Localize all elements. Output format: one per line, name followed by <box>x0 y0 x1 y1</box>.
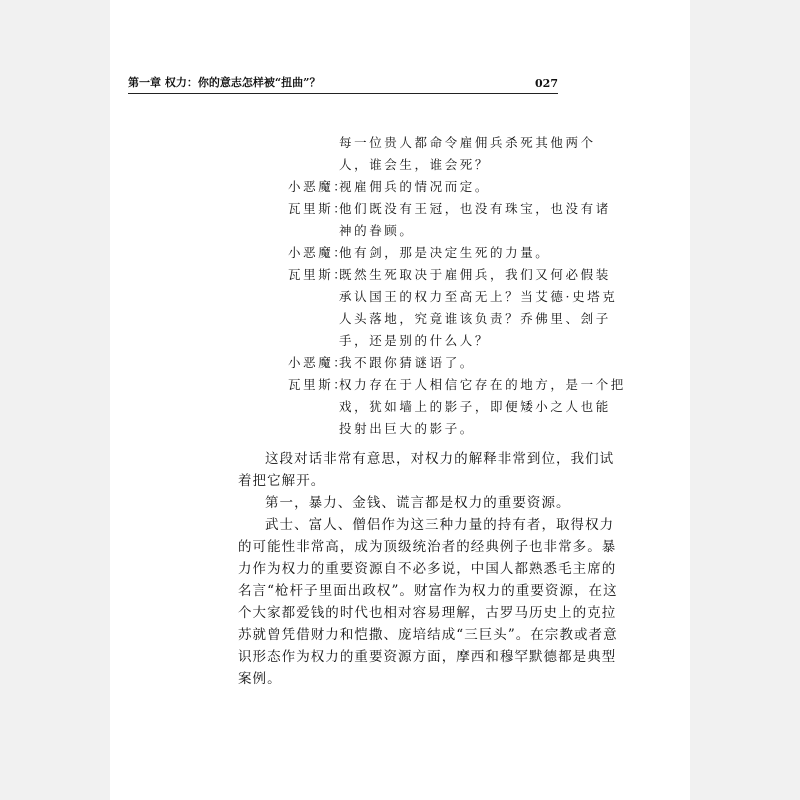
dialogue-text: 既然生死取决于雇佣兵，我们又何必假装 <box>339 267 611 282</box>
dialogue-text: 视雇佣兵的情况而定。 <box>339 179 491 194</box>
running-head <box>128 74 558 94</box>
dialogue-text: 戏，犹如墙上的影子，即便矮小之人也能 <box>339 399 611 414</box>
speaker-label: 小恶魔： <box>288 179 349 194</box>
dialogue-text: 每一位贵人都命令雇佣兵杀死其他两个 <box>339 135 596 150</box>
paragraph-line: 个大家都爱钱的时代也相对容易理解，古罗马历史上的克拉 <box>238 605 617 621</box>
dialogue-text: 神的眷顾。 <box>339 223 415 238</box>
paragraph-line: 这段对话非常有意思，对权力的解释非常到位，我们试 <box>265 451 615 467</box>
dialogue-text: 他有剑，那是决定生死的力量。 <box>339 245 551 260</box>
paragraph-line: 力作为权力的重要资源自不必多说，中国人都熟悉毛主席的 <box>238 561 617 577</box>
speaker-label: 瓦里斯： <box>288 267 349 282</box>
paragraph-line: 第一，暴力、金钱、谎言都是权力的重要资源。 <box>265 495 571 511</box>
paragraph-line: 识形态作为权力的重要资源方面，摩西和穆罕默德都是典型 <box>238 649 617 665</box>
dialogue-text: 人，谁会生，谁会死？ <box>339 157 491 172</box>
chapter-title: 第一章 权力：你的意志怎样被“扭曲”？ <box>128 76 321 89</box>
speaker-label: 瓦里斯： <box>288 377 349 392</box>
dialogue-text: 承认国王的权力至高无上？当艾德·史塔克 <box>339 289 618 304</box>
dialogue-text: 手，还是别的什么人？ <box>339 333 491 348</box>
dialogue-text: 权力存在于人相信它存在的地方，是一个把 <box>339 377 626 392</box>
paragraph-line: 苏就曾凭借财力和恺撒、庞培结成“三巨头”。在宗教或者意 <box>238 627 618 643</box>
page-number: 027 <box>535 77 558 90</box>
paragraph-line: 武士、富人、僧侣作为这三种力量的持有者，取得权力 <box>265 517 615 533</box>
paragraph-line: 着把它解开。 <box>238 473 326 489</box>
speaker-label: 小恶魔： <box>288 245 349 260</box>
speaker-label: 小恶魔： <box>288 355 349 370</box>
dialogue-text: 我不跟你猜谜语了。 <box>339 355 475 370</box>
speaker-label: 瓦里斯： <box>288 201 349 216</box>
paragraph-line: 案例。 <box>238 671 282 687</box>
paragraph-line: 名言“枪杆子里面出政权”。财富作为权力的重要资源，在这 <box>238 583 618 599</box>
dialogue-text: 投射出巨大的影子。 <box>339 421 475 436</box>
dialogue-text: 他们既没有王冠，也没有珠宝，也没有诸 <box>339 201 611 216</box>
dialogue-text: 人头落地，究竟谁该负责？乔佛里、刽子 <box>339 311 611 326</box>
paragraph-line: 的可能性非常高，成为顶级统治者的经典例子也非常多。暴 <box>238 539 617 555</box>
